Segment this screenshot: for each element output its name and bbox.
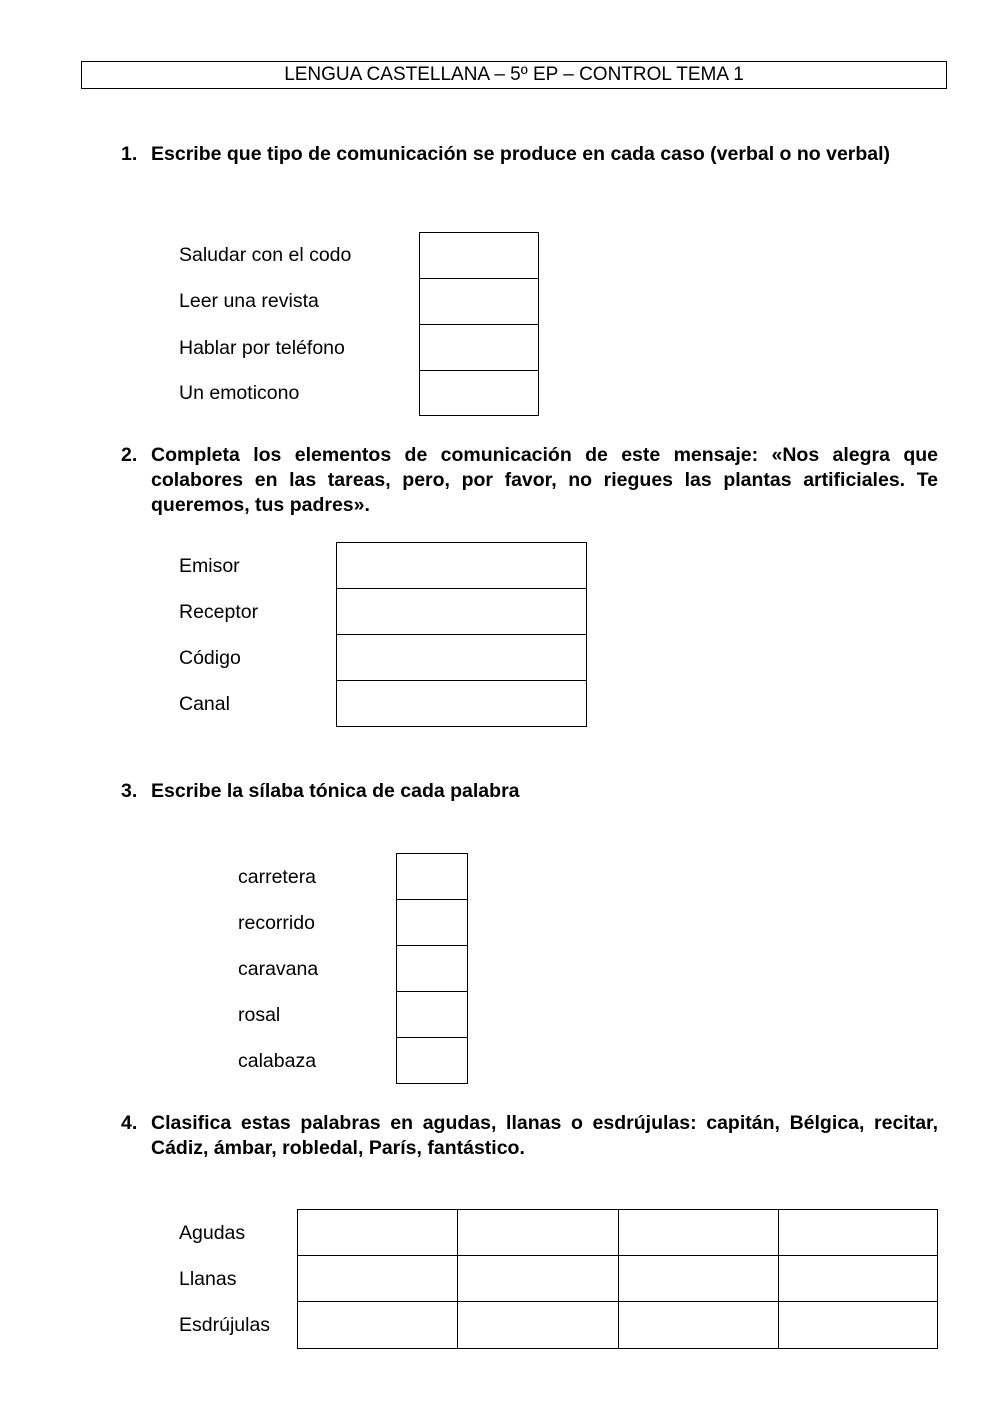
answer-cell[interactable] [618, 1255, 779, 1302]
question-text: Completa los elementos de comunicación de este mensaje: «Nos alegra que colabores en las tareas, pero, por favor, no riegues las plantas artificiales. Te queremos, tus padres». [151, 444, 938, 516]
question-2 [121, 443, 938, 518]
answer-cell[interactable] [297, 1255, 458, 1302]
row-label: Llanas [179, 1268, 237, 1290]
row-label: caravana [238, 958, 319, 980]
page-title: LENGUA CASTELLANA – 5º EP – CONTROL TEMA 1 [81, 61, 947, 89]
answer-box[interactable] [396, 853, 468, 900]
answer-box[interactable] [336, 680, 587, 727]
question-number: 3. [121, 780, 138, 802]
question-number: 4. [121, 1112, 138, 1134]
question-number: 2. [121, 444, 138, 466]
answer-box[interactable] [419, 278, 539, 325]
answer-box[interactable] [396, 899, 468, 946]
answer-box[interactable] [336, 634, 587, 681]
answer-cell[interactable] [297, 1209, 458, 1256]
row-label: Agudas [179, 1222, 246, 1244]
answer-cell[interactable] [457, 1255, 619, 1302]
answer-cell[interactable] [778, 1255, 938, 1302]
row-label: Un emoticono [179, 382, 300, 404]
question-number: 1. [121, 143, 138, 165]
question-4 [121, 1111, 938, 1161]
answer-cell[interactable] [457, 1301, 619, 1349]
row-label: Canal [179, 693, 230, 715]
row-label: rosal [238, 1004, 281, 1026]
row-label: Leer una revista [179, 290, 319, 312]
row-label: Receptor [179, 601, 259, 623]
row-label: Hablar por teléfono [179, 337, 345, 359]
row-label: Código [179, 647, 241, 669]
answer-box[interactable] [419, 370, 539, 416]
answer-box[interactable] [419, 324, 539, 371]
answer-box[interactable] [396, 991, 468, 1038]
question-text: Escribe que tipo de comunicación se produce en cada caso (verbal o no verbal) [151, 143, 891, 165]
answer-box[interactable] [396, 1037, 468, 1084]
answer-cell[interactable] [457, 1209, 619, 1256]
question-text: Clasifica estas palabras en agudas, llanas o esdrújulas: capitán, Bélgica, recitar, Cádiz, ámbar, robledal, París, fantástico. [151, 1112, 938, 1159]
row-label: Saludar con el codo [179, 244, 352, 266]
answer-box[interactable] [336, 588, 587, 635]
row-label: recorrido [238, 912, 315, 934]
row-label: calabaza [238, 1050, 317, 1072]
answer-box[interactable] [396, 945, 468, 992]
answer-cell[interactable] [618, 1301, 779, 1349]
answer-box[interactable] [419, 232, 539, 279]
row-label: carretera [238, 866, 317, 888]
question-text: Escribe la sílaba tónica de cada palabra [151, 780, 520, 802]
answer-cell[interactable] [778, 1301, 938, 1349]
question-3 [121, 779, 938, 804]
answer-cell[interactable] [618, 1209, 779, 1256]
question-1 [121, 142, 938, 167]
answer-cell[interactable] [778, 1209, 938, 1256]
answer-cell[interactable] [297, 1301, 458, 1349]
row-label: Emisor [179, 555, 240, 577]
row-label: Esdrújulas [179, 1314, 271, 1336]
answer-box[interactable] [336, 542, 587, 589]
